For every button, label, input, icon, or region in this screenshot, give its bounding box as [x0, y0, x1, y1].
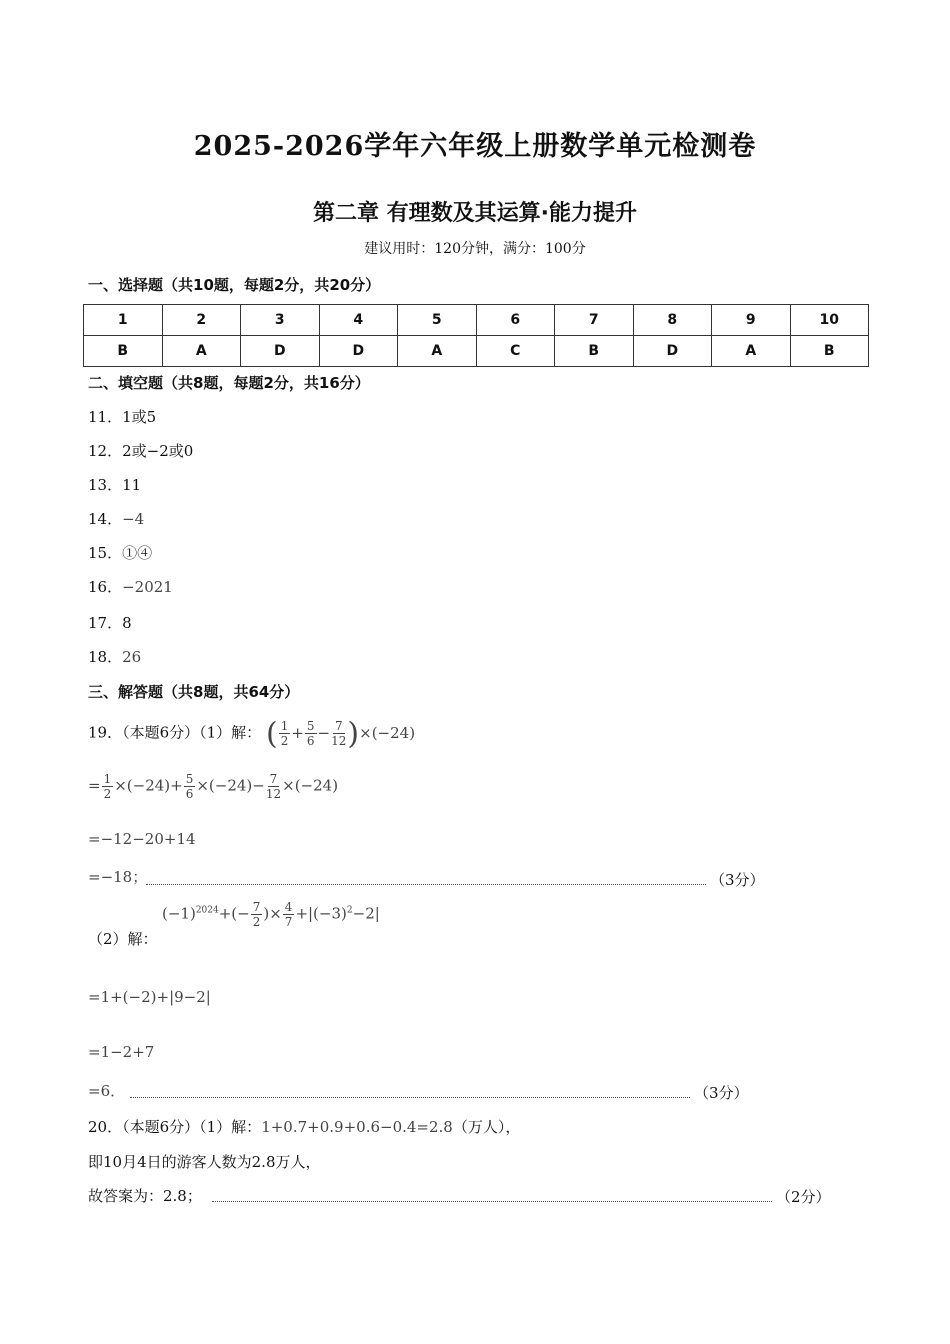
section3-heading: 三、解答题（共8题，共64分）	[88, 683, 300, 701]
item-number: 17．	[88, 614, 123, 632]
table-cell: B	[84, 336, 163, 367]
item-answer: −4	[122, 510, 145, 528]
table-cell: 4	[319, 305, 398, 336]
table-cell: D	[633, 336, 712, 367]
item-number: 14．	[88, 510, 123, 528]
q19-part2-label: （2）解：	[88, 930, 158, 948]
table-cell: 6	[476, 305, 555, 336]
q20-line1	[88, 1116, 520, 1137]
fill-item	[88, 440, 193, 461]
q19-part1-expression	[88, 716, 415, 751]
q19-score1: （3分）	[710, 871, 765, 889]
chapter-subtitle: 第二章 有理数及其运算·能力提升	[312, 201, 638, 226]
time-info: 建议用时：120分钟，满分：100分	[364, 241, 586, 257]
table-cell: A	[398, 336, 477, 367]
item-answer: 2或−2或0	[122, 442, 194, 460]
q19-step1: = $\frac{1}{2}$ ×(−24)+ $\frac{5}{6}$ ×(−24)− $\frac{7}{12}$ ×(−24)	[88, 772, 339, 801]
table-cell: 1	[84, 305, 163, 336]
q20-line3: 故答案为：2.8；	[88, 1187, 202, 1205]
item-answer: 26	[122, 648, 142, 666]
fraction: $\frac{7}{12}$	[265, 772, 282, 801]
item-answer: −2021	[122, 578, 173, 596]
fill-item	[88, 646, 141, 667]
table-cell: D	[241, 336, 320, 367]
q20-prefix: 20．（本题6分）（1）解：	[88, 1118, 262, 1136]
item-number: 12．	[88, 442, 123, 460]
item-number: 11．	[88, 408, 123, 426]
table-cell: D	[319, 336, 398, 367]
table-cell: B	[790, 336, 869, 367]
answer-table-answer-row	[84, 336, 869, 367]
fill-item	[88, 612, 132, 633]
table-cell: 5	[398, 305, 477, 336]
left-paren: (	[265, 716, 278, 751]
fill-item	[88, 576, 173, 597]
table-cell: 2	[162, 305, 241, 336]
dotted-leader	[212, 1201, 772, 1202]
q19-part2-step1: =1+(−2)+|9−2|	[88, 988, 211, 1006]
table-cell: 10	[790, 305, 869, 336]
fill-item	[88, 508, 144, 529]
answer-table-header-row	[84, 305, 869, 336]
q19-score2: （3分）	[694, 1084, 749, 1102]
q19-part2-expression: $(-1)^{2024}+(-$ $\frac{7}{2}$ )× $\frac{4}{7}$ $+|(-3)^2-2|$	[162, 900, 380, 929]
q19-part2-step3: =6．	[88, 1082, 126, 1100]
fill-item	[88, 542, 152, 563]
item-number: 15．	[88, 544, 123, 562]
fraction: $\frac{5}{6}$	[306, 719, 315, 748]
item-number: 13．	[88, 476, 123, 494]
item-number: 16．	[88, 578, 123, 596]
q19-step3: =−18；	[88, 868, 148, 886]
table-cell: 9	[712, 305, 791, 336]
table-cell: 8	[633, 305, 712, 336]
page-title: 2025-2026学年六年级上册数学单元检测卷	[193, 131, 757, 162]
table-cell: C	[476, 336, 555, 367]
q19-part2-step2: =1−2+7	[88, 1043, 155, 1061]
item-number: 18．	[88, 648, 123, 666]
q20-line2: 即10月4日的游客人数为2.8万人，	[88, 1153, 321, 1171]
table-cell: B	[555, 336, 634, 367]
fraction: $\frac{4}{7}$	[284, 900, 293, 929]
fraction: $\frac{5}{6}$	[185, 772, 194, 801]
item-answer: 1或5	[122, 408, 157, 426]
fraction: $\frac{7}{12}$	[331, 719, 347, 748]
item-answer: 11	[122, 476, 142, 494]
q20-unit: （万人），	[452, 1118, 521, 1136]
fill-item	[88, 474, 141, 495]
item-answer: ①④	[122, 544, 153, 562]
q19-expression: ( $\frac{1}{2}$ + $\frac{5}{6}$ − $\frac{7}{12}$ )×(−24)	[265, 716, 416, 751]
q20-score: （2分）	[776, 1188, 831, 1206]
right-paren: )	[347, 716, 360, 751]
fraction: $\frac{7}{2}$	[252, 900, 261, 929]
section1-heading: 一、选择题（共10题，每题2分，共20分）	[88, 276, 381, 294]
table-cell: 3	[241, 305, 320, 336]
table-cell: 7	[555, 305, 634, 336]
q19-prefix: 19．（本题6分）（1）解：	[88, 723, 262, 742]
answer-table	[83, 304, 869, 367]
fraction: $\frac{1}{2}$	[280, 719, 289, 748]
table-cell: A	[162, 336, 241, 367]
item-answer: 8	[122, 614, 132, 632]
table-cell: A	[712, 336, 791, 367]
q19-step2: =−12−20+14	[88, 830, 196, 848]
section2-heading: 二、填空题（共8题，每题2分，共16分）	[88, 374, 370, 392]
dotted-leader	[130, 1097, 690, 1098]
fraction: $\frac{1}{2}$	[103, 772, 112, 801]
fill-item	[88, 406, 156, 427]
q20-expression: 1+0.7+0.9+0.6−0.4=2.8	[261, 1118, 453, 1136]
dotted-leader	[146, 884, 706, 885]
